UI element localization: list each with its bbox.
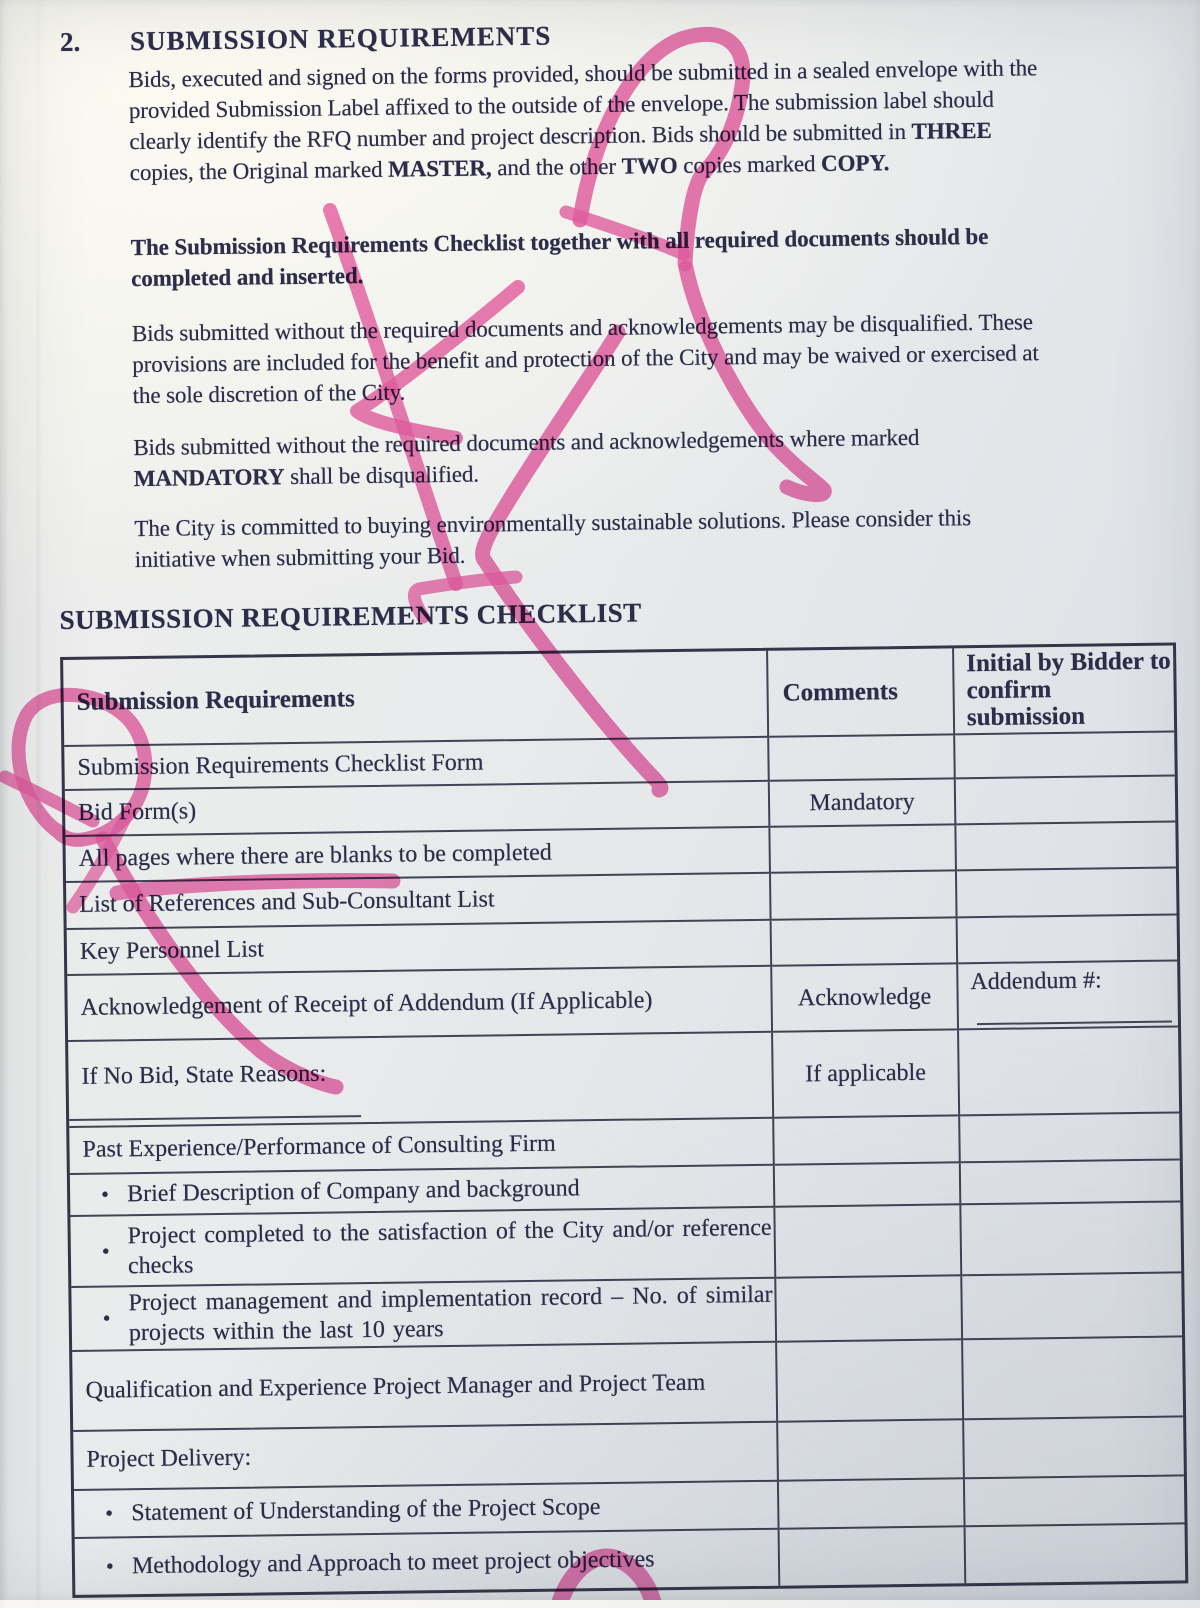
requirement-cell [71, 1279, 777, 1352]
requirement-text: Qualification and Experience Project Manager and Project Team [85, 1369, 706, 1404]
fill-in-blank-line [69, 1115, 361, 1121]
comment-cell [774, 1116, 961, 1165]
comment-cell [769, 735, 956, 781]
addendum-blank-line [977, 1021, 1172, 1026]
comment-text: Acknowledge [797, 983, 932, 1011]
paragraph: The City is committed to buying environmentally sustainable solutions. Please consider this initiative when submitting your Bid. [134, 505, 972, 573]
table-row [72, 1337, 1183, 1432]
requirement-text: Acknowledgement of Receipt of Addendum (If Applicable) [80, 986, 653, 1021]
requirement-cell [68, 1033, 774, 1128]
requirement-text: Project Delivery: [86, 1444, 252, 1473]
initial-cell [962, 1273, 1182, 1340]
comment-cell [778, 1420, 965, 1481]
bullet-icon: • [105, 1553, 114, 1579]
bullet-icon: • [102, 1305, 111, 1331]
checklist-heading: SUBMISSION REQUIREMENTS CHECKLIST [59, 597, 642, 636]
initial-cell [961, 1202, 1181, 1276]
requirement-text: List of References and Sub-Consultant List [79, 886, 495, 918]
requirement-cell [70, 1208, 776, 1288]
paragraph: Bids submitted without the required documents and acknowledgements may be disqualified. These provisions are included for the benefit and protection of the City and may be waived or exercised at the sole discretion of the City. [131, 309, 1039, 409]
bullet-icon: • [101, 1237, 110, 1264]
requirement-text: Past Experience/Performance of Consulting Firm [82, 1130, 556, 1163]
initial-cell [960, 1113, 1180, 1163]
header-comments: Comments [768, 648, 955, 737]
comment-cell [772, 964, 959, 1032]
initial-cell [961, 1160, 1181, 1205]
section-title: SUBMISSION REQUIREMENTS [129, 20, 552, 57]
paragraph: Bids submitted without the required documents and acknowledgements where marked MANDATORY shall be disqualified. [133, 424, 920, 492]
submission-requirements-table [60, 642, 1188, 1598]
comment-cell [775, 1205, 962, 1278]
bullet-icon: • [100, 1181, 109, 1207]
section-number: 2. [59, 26, 81, 58]
table-row [68, 1027, 1179, 1128]
initial-cell [958, 961, 1178, 1030]
requirement-cell [72, 1343, 778, 1432]
initial-cell [964, 1417, 1184, 1479]
comment-cell [773, 1030, 960, 1118]
table-header-row [63, 645, 1174, 747]
requirement-cell [67, 967, 773, 1042]
initial-cell [963, 1337, 1183, 1420]
initial-cell [965, 1476, 1185, 1527]
body-paragraphs [0, 0, 1189, 573]
header-initial-by-bidder: Initial by Bidder to confirm submission [954, 645, 1174, 735]
requirement-text: If No Bid, State Reasons: [81, 1060, 327, 1090]
paragraph: Bids, executed and signed on the forms provided, should be submitted in a sealed envelope with the provided Submission Label affixed to the outside of the envelope. The submission label should clearly identify the RFQ number and project description. Bids should be submitted in THREE copies, the Original marked MASTER, and the other TWO copies marked COPY. [128, 55, 1038, 186]
requirement-text: Statement of Understanding of the Project Scope [131, 1493, 601, 1526]
comment-cell [776, 1276, 963, 1342]
initial-cell [955, 732, 1175, 779]
initial-cell [958, 915, 1178, 964]
comment-text: Mandatory [809, 788, 915, 816]
requirement-cell [73, 1423, 779, 1491]
requirement-text: Brief Description of Company and background [126, 1174, 580, 1207]
comment-cell [772, 918, 959, 966]
initial-cell [956, 822, 1176, 871]
requirement-text: All pages where there are blanks to be completed [78, 839, 553, 872]
requirement-text: Project completed to the satisfaction of the City and/or reference checks [127, 1214, 772, 1279]
initial-cell [959, 1027, 1179, 1116]
requirement-text: Key Personnel List [79, 935, 265, 965]
bullet-icon: • [105, 1500, 114, 1526]
initial-cell [956, 776, 1176, 825]
requirement-cell [75, 1530, 781, 1595]
comment-cell [779, 1479, 966, 1529]
initial-text: Addendum #: [970, 967, 1102, 996]
comment-cell [777, 1340, 964, 1422]
initial-cell [957, 868, 1177, 918]
comment-cell [771, 871, 958, 920]
requirement-text: Submission Requirements Checklist Form [77, 749, 484, 781]
comment-cell [775, 1163, 962, 1207]
requirement-text: Methodology and Approach to meet project objectives [131, 1545, 655, 1579]
initial-cell [966, 1524, 1186, 1583]
comment-cell [770, 825, 957, 873]
requirement-text: Bid Form(s) [77, 797, 197, 826]
comment-cell [770, 779, 957, 827]
comment-cell [780, 1527, 967, 1585]
requirement-text: Project management and implementation record – No. of similar projects within the last 10 years [128, 1281, 773, 1347]
comment-text: If applicable [805, 1059, 927, 1087]
paragraph: The Submission Requirements Checklist together with all required documents should be completed and inserted. [130, 223, 989, 292]
header-submission-requirements: Submission Requirements [63, 651, 769, 747]
